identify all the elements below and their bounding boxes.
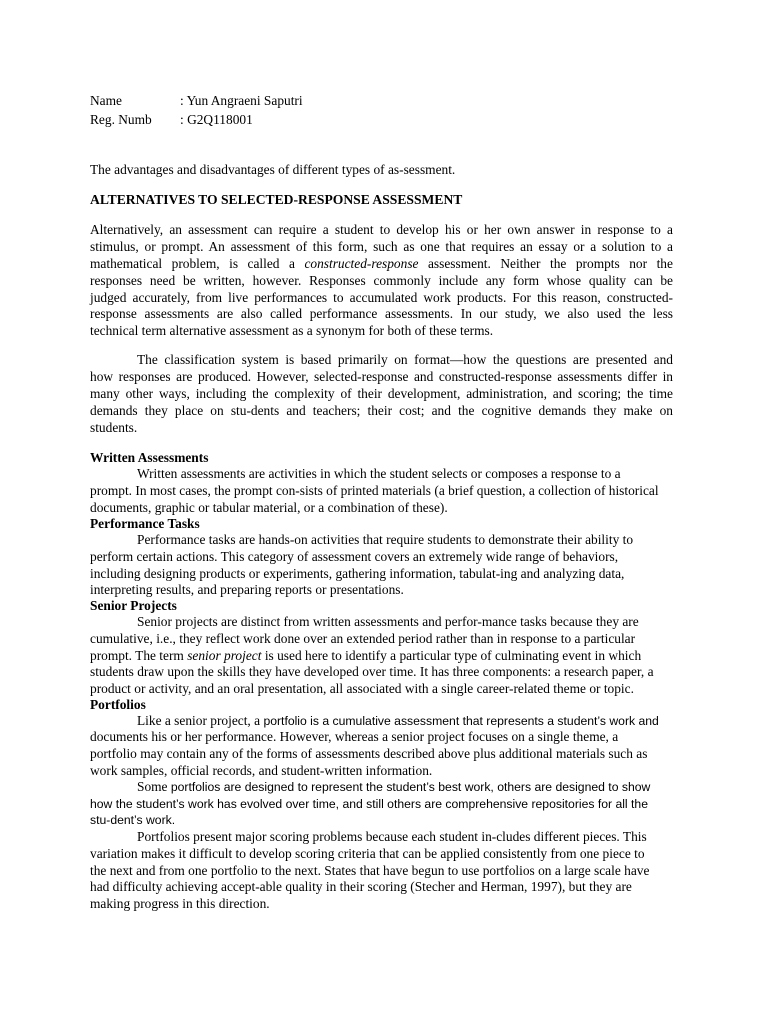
heading-performance: Performance Tasks bbox=[90, 516, 200, 531]
section-title: ALTERNATIVES TO SELECTED-RESPONSE ASSESSMENT bbox=[90, 192, 463, 207]
p1-line: Alternatively, an assessment can require a student to develop his or her own answer in response to a bbox=[90, 222, 673, 237]
portfolios-line bbox=[137, 713, 659, 729]
senior-text: prompt. The term bbox=[90, 648, 184, 663]
portfolios-line: had difficulty achieving accept-able quality in their scoring (Stecher and Herman, 1997), but they are bbox=[90, 879, 632, 894]
performance-line: Performance tasks are hands-on activities that require students to demonstrate their ability to bbox=[137, 532, 634, 547]
portfolios-text: Like a senior project, a bbox=[137, 713, 261, 728]
senior-line: product or activity, and an oral presentation, all associated with a single career-related theme or topic. bbox=[90, 681, 634, 696]
performance-line: including designing products or experiments, gathering information, tabulat-ing and analyzing data, bbox=[90, 566, 625, 581]
portfolios-line: how the student’s work has evolved over time, and still others are comprehensive repositories for all the bbox=[90, 797, 648, 811]
p2-line: how responses are produced. However, selected-response and constructed-response assessments differ in bbox=[90, 369, 673, 384]
portfolios-sans-text: portfolios are designed to represent the student’s best work, others are designed to show bbox=[170, 780, 651, 794]
p2-line: students. bbox=[90, 420, 138, 435]
p2-line: The classification system is based primarily on format—how the questions are presented and bbox=[137, 352, 673, 367]
senior-line: students draw upon the skills they have developed over time. It has three components: a research paper, a bbox=[90, 664, 654, 679]
portfolios-sans-text: portfolio is a cumulative assessment that represents a student’s work and bbox=[263, 714, 659, 728]
senior-line bbox=[90, 648, 641, 664]
name-label: Name bbox=[90, 93, 122, 108]
heading-portfolios: Portfolios bbox=[90, 697, 146, 712]
p1-text: mathematical problem, is called a bbox=[90, 256, 295, 271]
p1-line: stimulus, or prompt. An assessment of this form, such as one that requires an essay or a solution to a bbox=[90, 239, 673, 254]
portfolios-line: the next and from one portfolio to the next. States that have begun to use portfolios on a large scale have bbox=[90, 863, 650, 878]
portfolios-line: Portfolios present major scoring problems because each student in-cludes different pieces. This bbox=[137, 829, 647, 844]
p2-line: many other ways, including the complexity of their development, administration, and scoring; the time bbox=[90, 386, 673, 401]
portfolios-line: portfolio may contain any of the forms of assessments described above plus additional materials such as bbox=[90, 746, 648, 761]
p1-line: technical term alternative assessment as a synonym for both of these terms. bbox=[90, 323, 494, 338]
heading-senior: Senior Projects bbox=[90, 598, 177, 613]
portfolios-line: documents his or her performance. However, whereas a senior project focuses on a single theme, a bbox=[90, 729, 619, 744]
senior-italic-term: senior project bbox=[187, 648, 262, 663]
p1-line: responses need be written, however. Responses commonly include any form whose quality can be bbox=[90, 273, 673, 288]
reg-label: Reg. Numb bbox=[90, 112, 152, 127]
p2-line: demands they place on stu-dents and teachers; their cost; and the cognitive demands they make on bbox=[90, 403, 673, 418]
portfolios-text: Some bbox=[137, 779, 168, 794]
portfolios-line: variation makes it difficult to develop scoring criteria that can be applied consistently from one piece to bbox=[90, 846, 645, 861]
p1-line: judged accurately, from live performances to accumulated work products. For this reason, constructed- bbox=[90, 290, 673, 305]
p1-italic-term: constructed-response bbox=[304, 256, 419, 271]
p1-line: response assessments are also called performance assessments. In our study, we also used the less bbox=[90, 306, 673, 321]
reg-value: : G2Q118001 bbox=[180, 112, 253, 127]
written-line: documents, graphic or tabular material, or a combination of these). bbox=[90, 500, 448, 515]
portfolios-line: stu-dent’s work. bbox=[90, 813, 176, 827]
senior-text: is used here to identify a particular type of culminating event in which bbox=[264, 648, 642, 663]
intro-line: The advantages and disadvantages of different types of as-sessment. bbox=[90, 162, 456, 177]
senior-line: Senior projects are distinct from written assessments and perfor-mance tasks because they are bbox=[137, 614, 639, 629]
written-line: Written assessments are activities in which the student selects or composes a response to a bbox=[137, 466, 621, 481]
p1-text: assessment. Neither the prompts nor the bbox=[427, 256, 673, 271]
written-line: prompt. In most cases, the prompt con-sists of printed materials (a brief question, a collection of historical bbox=[90, 483, 659, 498]
p1-line bbox=[90, 256, 673, 272]
performance-line: interpreting results, and preparing reports or presentations. bbox=[90, 582, 404, 597]
portfolios-line: work samples, official records, and student-written information. bbox=[90, 763, 433, 778]
portfolios-line bbox=[137, 779, 650, 795]
name-value: : Yun Angraeni Saputri bbox=[180, 93, 303, 108]
performance-line: perform certain actions. This category of assessment covers an extremely wide range of behaviors, bbox=[90, 549, 619, 564]
portfolios-line: making progress in this direction. bbox=[90, 896, 270, 911]
senior-line: cumulative, i.e., they reflect work done over an extended period rather than in response to a particular bbox=[90, 631, 636, 646]
heading-written: Written Assessments bbox=[90, 450, 209, 465]
